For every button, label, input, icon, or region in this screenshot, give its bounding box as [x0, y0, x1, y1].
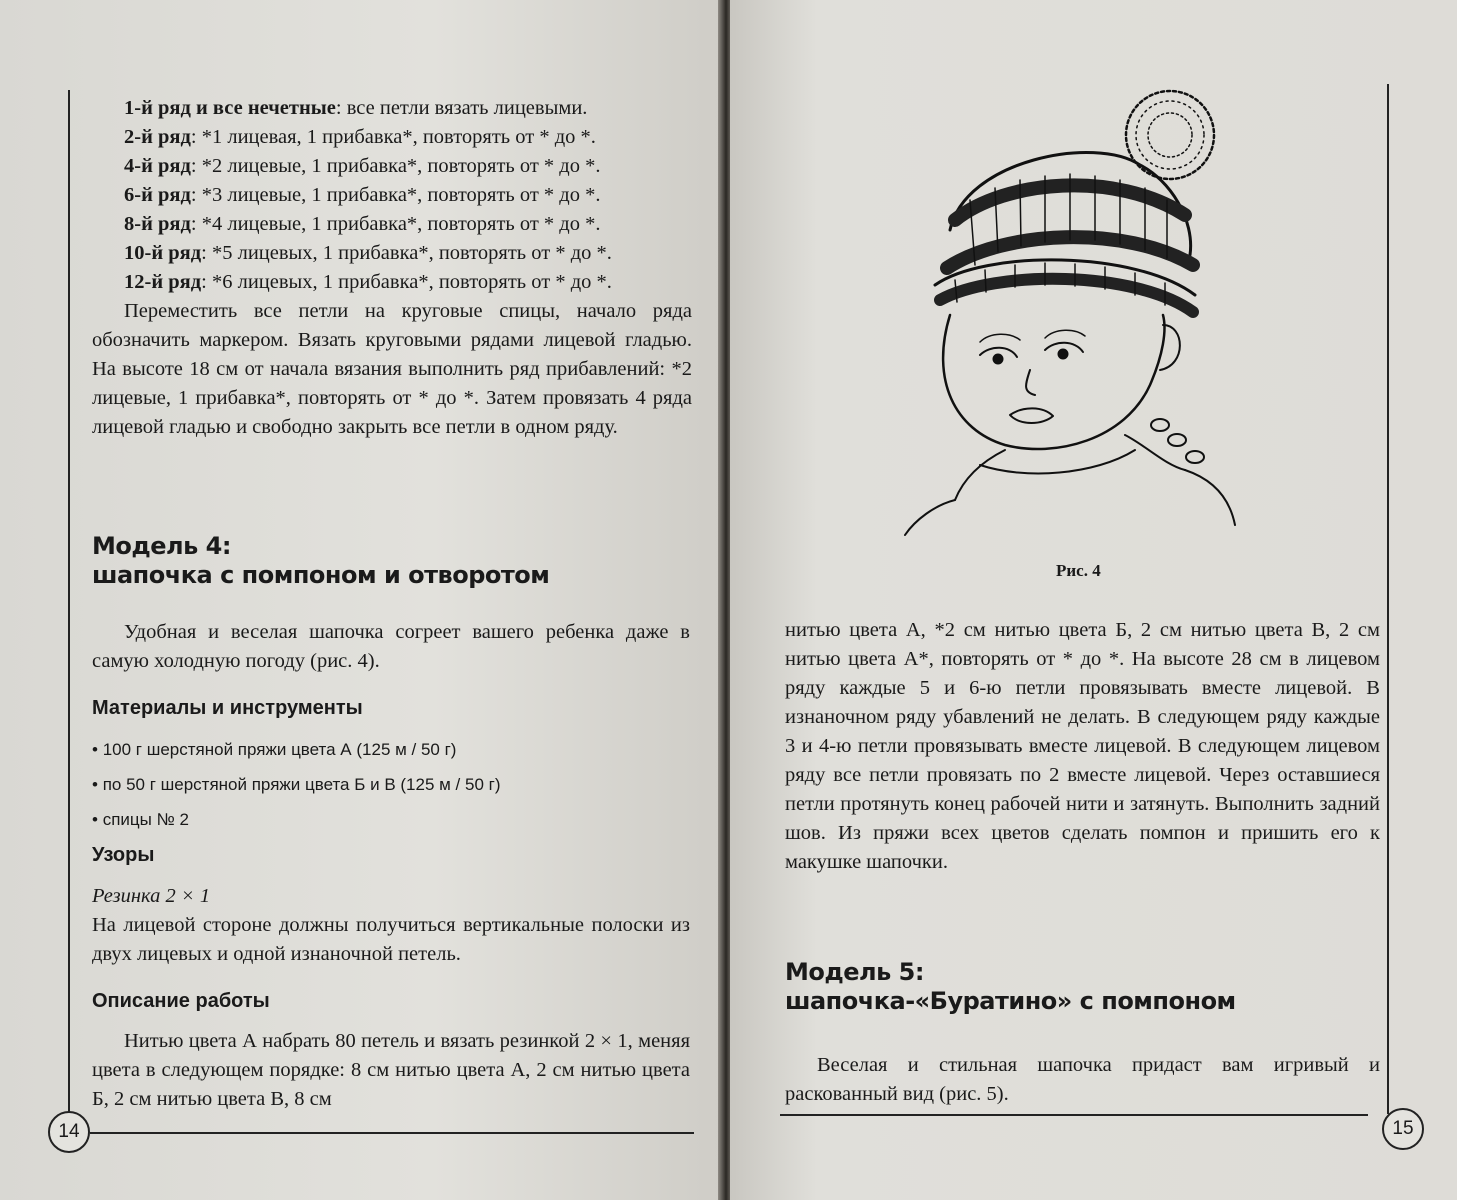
list-item: • 100 г шерстяной пряжи цвета А (125 м / 50 г) — [92, 732, 692, 767]
page-number: 14 — [48, 1111, 90, 1153]
pattern-block — [92, 882, 690, 969]
model-5-title — [785, 958, 1385, 1016]
row-label: 8-й ряд — [124, 213, 191, 235]
model-4-title — [92, 532, 692, 590]
row-text: : *4 лицевые, 1 прибавка*, повторять от * до *. — [190, 213, 601, 235]
right-frame-line — [1387, 84, 1389, 1114]
row-label: 6-й ряд — [124, 184, 191, 206]
list-item: • по 50 г шерстяной пряжи цвета Б и В (125 м / 50 г) — [92, 767, 692, 802]
row-text: : все петли вязать лицевыми. — [335, 97, 588, 119]
materials-heading: Материалы и инструменты — [92, 697, 363, 719]
row-instructions — [92, 94, 692, 442]
left-bottom-rule — [90, 1132, 694, 1134]
work-block — [92, 1027, 690, 1114]
row-text: : *1 лицевая, 1 прибавка*, повторять от * до *. — [190, 126, 596, 148]
continued-text-block — [785, 616, 1380, 877]
model-5-intro — [785, 1051, 1380, 1109]
left-frame-line — [68, 90, 70, 1122]
intro-text: Веселая и стильная шапочка придаст вам игривый и раскованный вид (рис. 5). — [785, 1054, 1380, 1105]
figure-caption: Рис. 4 — [1056, 561, 1101, 580]
row-text: : *5 лицевых, 1 прибавка*, повторять от * до *. — [201, 242, 612, 264]
row-text: : *3 лицевые, 1 прибавка*, повторять от * до *. — [190, 184, 601, 206]
work-heading: Описание работы — [92, 990, 270, 1012]
left-page — [0, 0, 722, 1200]
row-label: 1-й ряд и все нечетные — [124, 97, 336, 119]
row-label: 2-й ряд — [124, 126, 191, 148]
model-number: Модель 4: — [92, 532, 231, 560]
row-line — [92, 152, 692, 181]
page-number: 15 — [1382, 1108, 1424, 1150]
pattern-name: Резинка 2 × 1 — [92, 885, 211, 907]
row-line — [92, 181, 692, 210]
row-line — [92, 210, 692, 239]
right-page — [730, 0, 1457, 1200]
row-label: 10-й ряд — [124, 242, 202, 264]
row-label: 12-й ряд — [124, 271, 202, 293]
right-bottom-rule — [780, 1114, 1368, 1116]
child-hat-illustration — [895, 80, 1255, 540]
row-label: 4-й ряд — [124, 155, 191, 177]
continued-text: нитью цвета А, *2 см нитью цвета Б, 2 см нитью цвета В, 2 см нитью цвета А*, повторять от * до *. На высоте 28 см в лицевом ряду каждые 5 и 6-ю петли провязывать вместе лицевой. В изнаночном ряду убавлений не делать. В следующем ряду каждые 3 и 4-ю петли провязывать вместе лицевой. В следующем лицевом ряду все петли провязать по 2 вместе лицевой. Через оставшиеся петли протянуть конец рабочей нити и затянуть. Выполнить задний шов. Из пряжи всех цветов сделать помпон и пришить его к макушке шапочки. — [785, 619, 1380, 873]
list-item: • спицы № 2 — [92, 802, 692, 837]
intro-text: Удобная и веселая шапочка согреет вашего ребенка даже в самую холодную погоду (рис. 4). — [92, 621, 690, 672]
row-line — [92, 239, 692, 268]
model-number: Модель 5: — [785, 958, 924, 986]
patterns-heading: Узоры — [92, 844, 155, 866]
row-line — [92, 268, 692, 297]
paragraph: Переместить все петли на круговые спицы, начало ряда обозначить маркером. Вязать круговыми рядами лицевой гладью. На высоте 18 см от начала вязания выполнить ряд прибавлений: *2 лицевые, 1 прибавка*, повторять от * до *. Затем провязать 4 ряда лицевой гладью и свободно закрыть все петли в одном ряду. — [92, 300, 692, 438]
work-text: Нитью цвета А набрать 80 петель и вязать резинкой 2 × 1, меняя цвета в следующем порядке: 8 см нитью цвета А, 2 см нитью цвета Б, 2 см нитью цвета В, 8 см — [92, 1030, 690, 1110]
row-line — [92, 123, 692, 152]
model-name: шапочка с помпоном и отворотом — [92, 561, 550, 589]
materials-list — [92, 732, 692, 837]
model-name: шапочка-«Буратино» с помпоном — [785, 987, 1236, 1015]
row-text: : *2 лицевые, 1 прибавка*, повторять от * до *. — [190, 155, 601, 177]
row-text: : *6 лицевых, 1 прибавка*, повторять от * до *. — [201, 271, 612, 293]
row-line — [92, 94, 692, 123]
intro-paragraph — [92, 618, 690, 676]
pattern-text: На лицевой стороне должны получиться вертикальные полоски из двух лицевых и одной изнаночной петель. — [92, 914, 690, 965]
